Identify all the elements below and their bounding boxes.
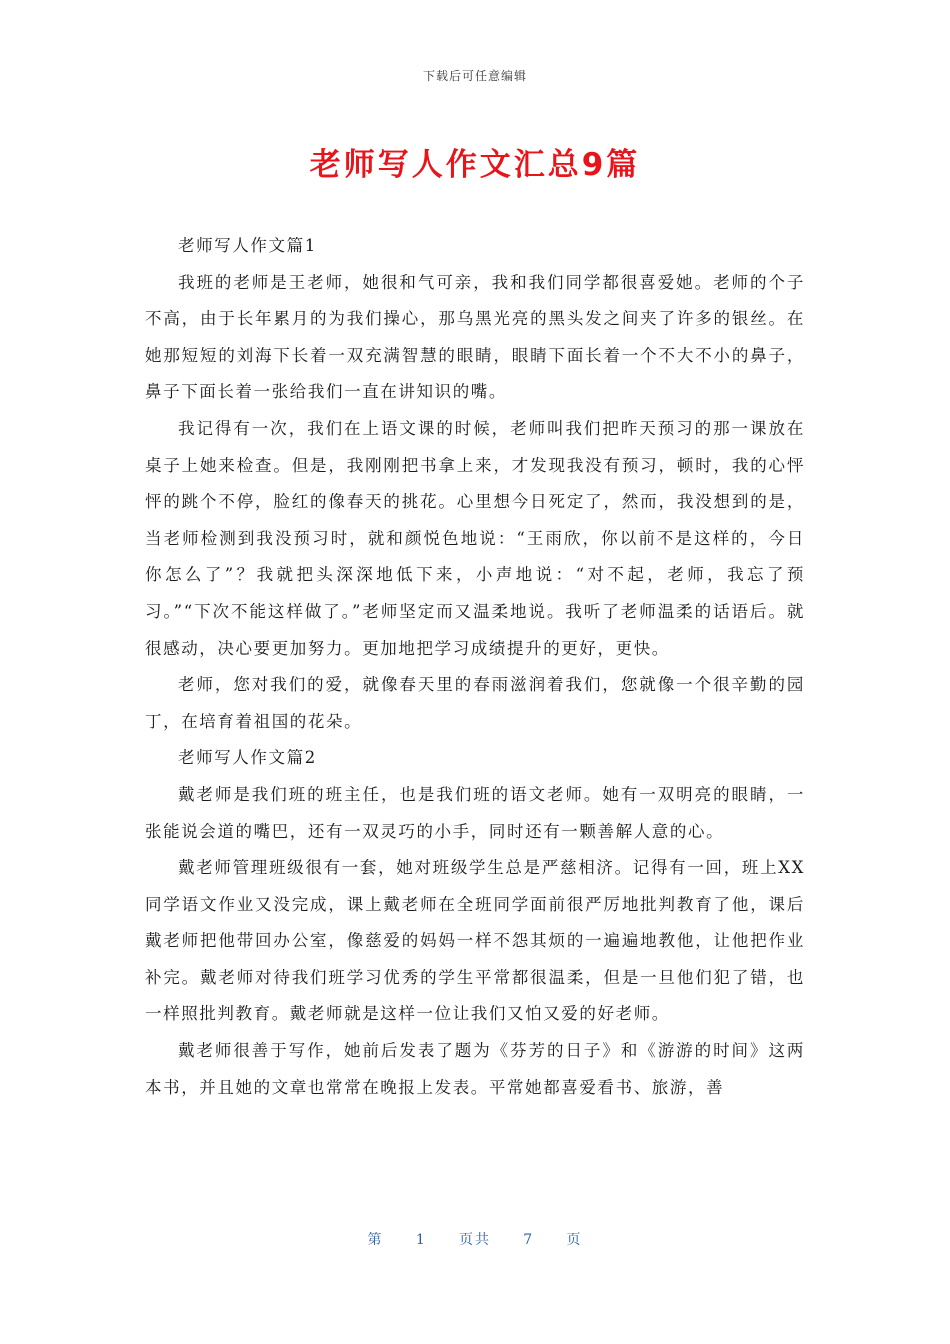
paragraph: 老师，您对我们的爱，就像春天里的春雨滋润着我们，您就像一个很辛勤的园丁，在培育着祖国的花朵。 [145,675,805,731]
paragraph: 我班的老师是王老师，她很和气可亲，我和我们同学都很喜爱她。老师的个子不高，由于长年累月的为我们操心，那乌黑光亮的黑头发之间夹了许多的银丝。在她那短短的刘海下长着一双充满智慧的眼睛，眼睛下面长着一个不大不小的鼻子，鼻子下面长着一张给我们一直在讲知识的嘴。 [145,272,805,402]
paragraph: 戴老师管理班级很有一套，她对班级学生总是严慈相济。记得有一回，班上XX同学语文作业又没完成，课上戴老师在全班同学面前很严厉地批判教育了他，课后戴老师把他带回办公室，像慈爱的妈妈一样不怨其烦的一遍遍地教他，让他把作业补完。戴老师对待我们班学习优秀的学生平常都很温柔，但是一旦他们犯了错，也一样照批判教育。戴老师就是这样一位让我们又怕又爱的好老师。 [145,858,805,1024]
footer-total-pages: 7 [523,1232,535,1248]
page-footer [0,1229,950,1249]
paragraph: 我记得有一次，我们在上语文课的时候，老师叫我们把昨天预习的那一课放在桌子上她来检查。但是，我刚刚把书拿上来，才发现我没有预习，顿时，我的心怦怦的跳个不停，脸红的像春天的挑花。心里想今日死定了，然而，我没想到的是，当老师检测到我没预习时，就和颜悦色地说：“王雨欣，你以前不是这样的，今日你怎么了”？我就把头深深地低下来，小声地说：“对不起，老师，我忘了预习。”“下次不能这样做了。”老师坚定而又温柔地说。我听了老师温柔的话语后。就很感动，决心要更加努力。更加地把学习成绩提升的更好，更快。 [145,418,805,658]
header-note: 下载后可任意编辑 [422,69,527,83]
section-heading: 老师写人作文篇2 [178,748,317,768]
footer-prefix: 第 [367,1232,384,1248]
paragraph: 戴老师很善于写作，她前后发表了题为《芬芳的日子》和《游游的时间》这两本书，并且她的文章也常常在晚报上发表。平常她都喜爱看书、旅游，善 [145,1041,805,1097]
page-title: 老师写人作文汇总9篇 [309,147,641,183]
footer-suffix: 页 [566,1232,583,1248]
document-body [145,228,805,1106]
paragraph: 戴老师是我们班的班主任，也是我们班的语文老师。她有一双明亮的眼睛，一张能说会道的嘴巴，还有一双灵巧的小手，同时还有一颗善解人意的心。 [145,784,805,841]
section-heading: 老师写人作文篇1 [178,236,317,255]
footer-middle: 页共 [459,1232,491,1248]
footer-page-number: 1 [415,1232,427,1248]
